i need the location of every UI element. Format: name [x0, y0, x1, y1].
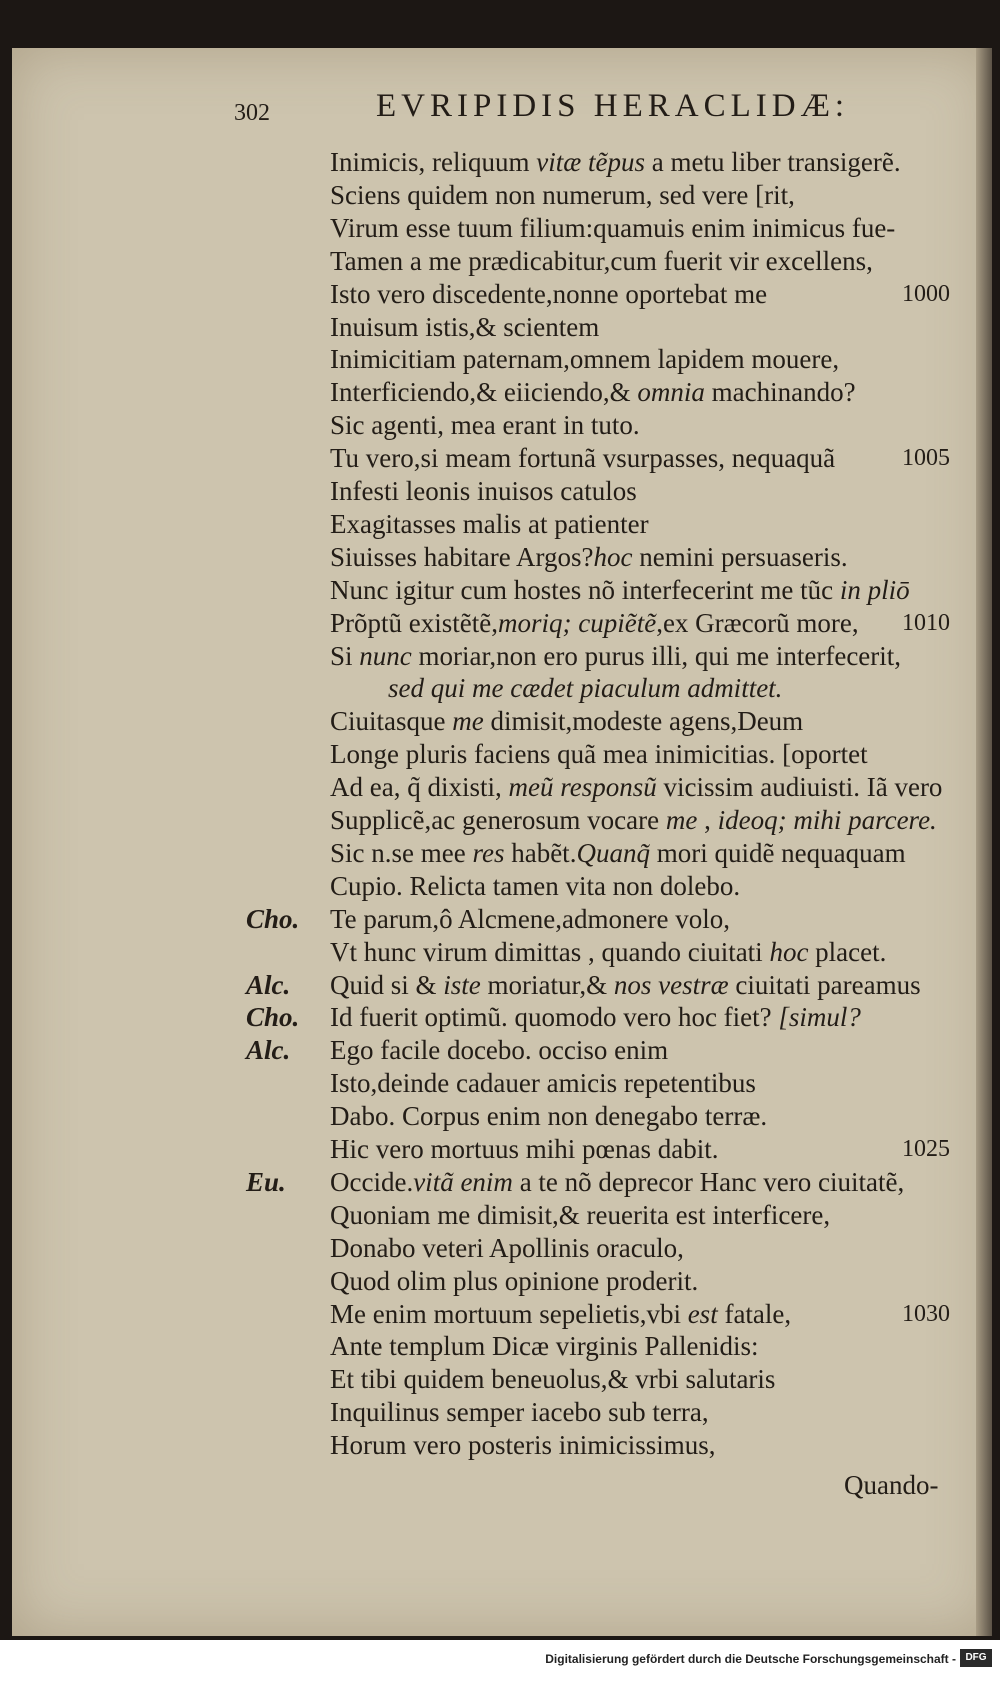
text-segment: nemini persuaseris.	[632, 542, 848, 572]
verse-line	[330, 1199, 830, 1231]
text-segment: Ciuitasque	[330, 706, 453, 736]
verse-line	[330, 442, 835, 474]
running-title: EVRIPIDIS HERACLIDÆ:	[376, 88, 850, 124]
text-segment: fatale,	[717, 1299, 792, 1329]
verse-line	[330, 1133, 718, 1165]
line-number: 1030	[902, 1301, 950, 1327]
catchword: Quando-	[844, 1470, 939, 1500]
text-segment: Te parum,ô Alcmene,admonere volo,	[330, 904, 730, 934]
text-segment: Isto,deinde cadauer amicis repetentibus	[330, 1068, 756, 1098]
text-segment: dimisit,modeste agens,Deum	[483, 706, 804, 736]
line-number: 1005	[902, 445, 950, 471]
text-segment: moriar,non ero purus illi, qui me interfecerit,	[411, 641, 902, 671]
text-segment: Exagitasses malis at patienter	[330, 509, 649, 539]
verse-line	[330, 574, 910, 606]
page-spine-edge	[976, 48, 992, 1636]
text-segment: Prõptũ existẽtẽ,	[330, 608, 498, 638]
verse-line	[330, 278, 767, 310]
verse-line	[330, 311, 599, 343]
verse-line	[330, 245, 873, 277]
verse-line	[330, 212, 895, 244]
verse-line	[330, 870, 740, 902]
text-segment: mori quidẽ nequaquam	[649, 838, 906, 868]
italic-segment: iste	[443, 970, 481, 1000]
verse-line	[330, 146, 901, 178]
verse-line	[330, 179, 795, 211]
footer-credit: Digitalisierung gefördert durch die Deutsche Forschungsgemeinschaft -	[545, 1652, 956, 1666]
text-segment: Tamen a me prædicabitur,cum fuerit vir excellens,	[330, 246, 873, 276]
verse-line	[330, 1232, 684, 1264]
text-segment: Donabo veteri Apollinis oraculo,	[330, 1233, 684, 1263]
verse-line	[330, 771, 942, 803]
verse-line	[330, 376, 856, 408]
italic-segment: hoc	[593, 542, 633, 572]
text-segment: Inimicis, reliquum	[330, 147, 537, 177]
text-segment: Interficiendo,& eiiciendo,&	[330, 377, 638, 407]
verse-line	[330, 936, 886, 968]
text-segment: Sciens quidem non numerum, sed vere [rit,	[330, 180, 795, 210]
page-number: 302	[234, 100, 270, 126]
italic-segment: nos vestræ	[613, 970, 729, 1000]
italic-segment: omnia	[637, 377, 705, 407]
text-segment: Longe pluris faciens quã mea inimicitias. [oportet	[330, 739, 868, 769]
text-segment: Inquilinus semper iacebo sub terra,	[330, 1397, 709, 1427]
verse-line	[330, 1100, 767, 1132]
text-segment: Supplicẽ,ac generosum vocare	[330, 805, 666, 835]
text-segment: Hic vero mortuus mihi pœnas dabit.	[330, 1134, 719, 1164]
italic-segment: meũ responsũ	[508, 772, 657, 802]
verse-line	[330, 1298, 791, 1330]
text-segment: Me enim mortuum sepelietis,vbi	[330, 1299, 688, 1329]
italic-segment: ideoq; mihi parcere.	[717, 805, 937, 835]
text-segment: Sic agenti, mea erant in tuto.	[330, 410, 640, 440]
verse-line	[330, 607, 859, 639]
italic-segment: in pliō	[839, 575, 910, 605]
text-segment: Inimicitiam paternam,omnem lapidem mouere,	[330, 344, 840, 374]
line-number: 1010	[902, 610, 950, 636]
verse-line	[330, 508, 649, 540]
text-segment: a te nõ deprecor Hanc vero ciuitatẽ,	[512, 1167, 905, 1197]
text-segment: habẽt.	[504, 838, 577, 868]
text-segment: Quid si &	[330, 970, 444, 1000]
text-segment: Si	[330, 641, 360, 671]
text-segment: placet.	[808, 937, 887, 967]
italic-segment: me	[452, 706, 484, 736]
italic-segment: vitã enim	[413, 1167, 513, 1197]
speaker-label: Cho.	[246, 904, 300, 934]
italic-segment: Quanq̃	[576, 838, 650, 868]
text-segment: Inuisum istis,& scientem	[330, 312, 600, 342]
text-segment: ciuitati pareamus	[728, 970, 921, 1000]
speaker-label: Cho.	[246, 1002, 300, 1032]
text-segment: Cupio. Relicta tamen vita non dolebo.	[330, 871, 741, 901]
text-segment: machinando?	[704, 377, 856, 407]
italic-segment: [simul?	[778, 1002, 861, 1032]
text-segment: Horum vero posteris inimicissimus,	[330, 1430, 716, 1460]
text-segment: Et tibi quidem beneuolus,& vrbi salutaris	[330, 1364, 776, 1394]
verse-line	[330, 1330, 758, 1362]
verse-line	[330, 903, 730, 935]
verse-line	[330, 1396, 709, 1428]
italic-segment: res	[472, 838, 505, 868]
verse-line	[330, 475, 637, 507]
verse-line	[388, 672, 782, 704]
text-segment: moriatur,&	[480, 970, 614, 1000]
text-segment: ,ex Græcorũ more,	[656, 608, 859, 638]
verse-line	[330, 1166, 904, 1198]
line-number: 1000	[902, 281, 950, 307]
text-segment: Dabo. Corpus enim non denegabo terræ.	[330, 1101, 768, 1131]
digitization-footer	[0, 1640, 1000, 1683]
text-segment: Vt hunc virum dimittas , quando ciuitati	[330, 937, 770, 967]
text-segment: Siuisses habitare Argos?	[330, 542, 594, 572]
italic-segment: vitæ tẽpus	[536, 147, 645, 177]
speaker-label: Alc.	[246, 1035, 291, 1065]
italic-segment: est	[687, 1299, 718, 1329]
text-segment: vicissim audiuisti. Iã vero	[656, 772, 943, 802]
verse-line	[330, 1034, 668, 1066]
dfg-logo: DFG	[960, 1649, 992, 1667]
italic-segment: moriq; cupiẽtẽ	[497, 608, 657, 638]
text-segment: a metu liber transigerẽ.	[644, 147, 901, 177]
verse-line	[330, 1429, 715, 1461]
verse-line	[330, 541, 848, 573]
verse-line	[330, 738, 868, 770]
verse-line	[330, 409, 640, 441]
text-segment: ,	[697, 805, 718, 835]
italic-segment: nunc	[359, 641, 412, 671]
text-segment: Isto vero discedente,nonne oportebat me	[330, 279, 768, 309]
verse-line	[330, 969, 921, 1001]
verse-line	[330, 705, 803, 737]
verse-line	[330, 1001, 861, 1033]
text-segment: Quoniam me dimisit,& reuerita est interficere,	[330, 1200, 831, 1230]
verse-line	[330, 1363, 775, 1395]
verse-line	[330, 343, 839, 375]
verse-line	[330, 1067, 756, 1099]
italic-segment: sed qui me cædet piaculum admittet.	[388, 673, 783, 703]
text-segment: Quod olim plus opinione proderit.	[330, 1266, 699, 1296]
speaker-label: Eu.	[246, 1167, 286, 1197]
italic-segment: hoc	[769, 937, 809, 967]
text-segment: Ego facile docebo. occiso enim	[330, 1035, 669, 1065]
text-segment: Nunc igitur cum hostes nõ interfecerint me tũc	[330, 575, 840, 605]
speaker-label: Alc.	[246, 970, 291, 1000]
text-segment: Id fuerit optimũ. quomodo vero hoc fiet?	[330, 1002, 779, 1032]
text-segment: Sic n.se mee	[330, 838, 473, 868]
verse-line	[330, 804, 937, 836]
text-segment: Ad ea, q̃ dixisti,	[330, 772, 509, 802]
verse-line	[330, 640, 901, 672]
text-segment: Virum esse tuum filium:quamuis enim inimicus fue-	[330, 213, 896, 243]
italic-segment: me	[665, 805, 698, 835]
text-segment: Infesti leonis inuisos catulos	[330, 476, 637, 506]
text-segment: Tu vero,si meam fortunã vsurpasses, nequaquã	[330, 443, 836, 473]
verse-line	[330, 837, 906, 869]
text-segment: Ante templum Dicæ virginis Pallenidis:	[330, 1331, 759, 1361]
verse-line	[330, 1265, 698, 1297]
line-number: 1025	[902, 1136, 950, 1162]
text-segment: Occide.	[330, 1167, 414, 1197]
